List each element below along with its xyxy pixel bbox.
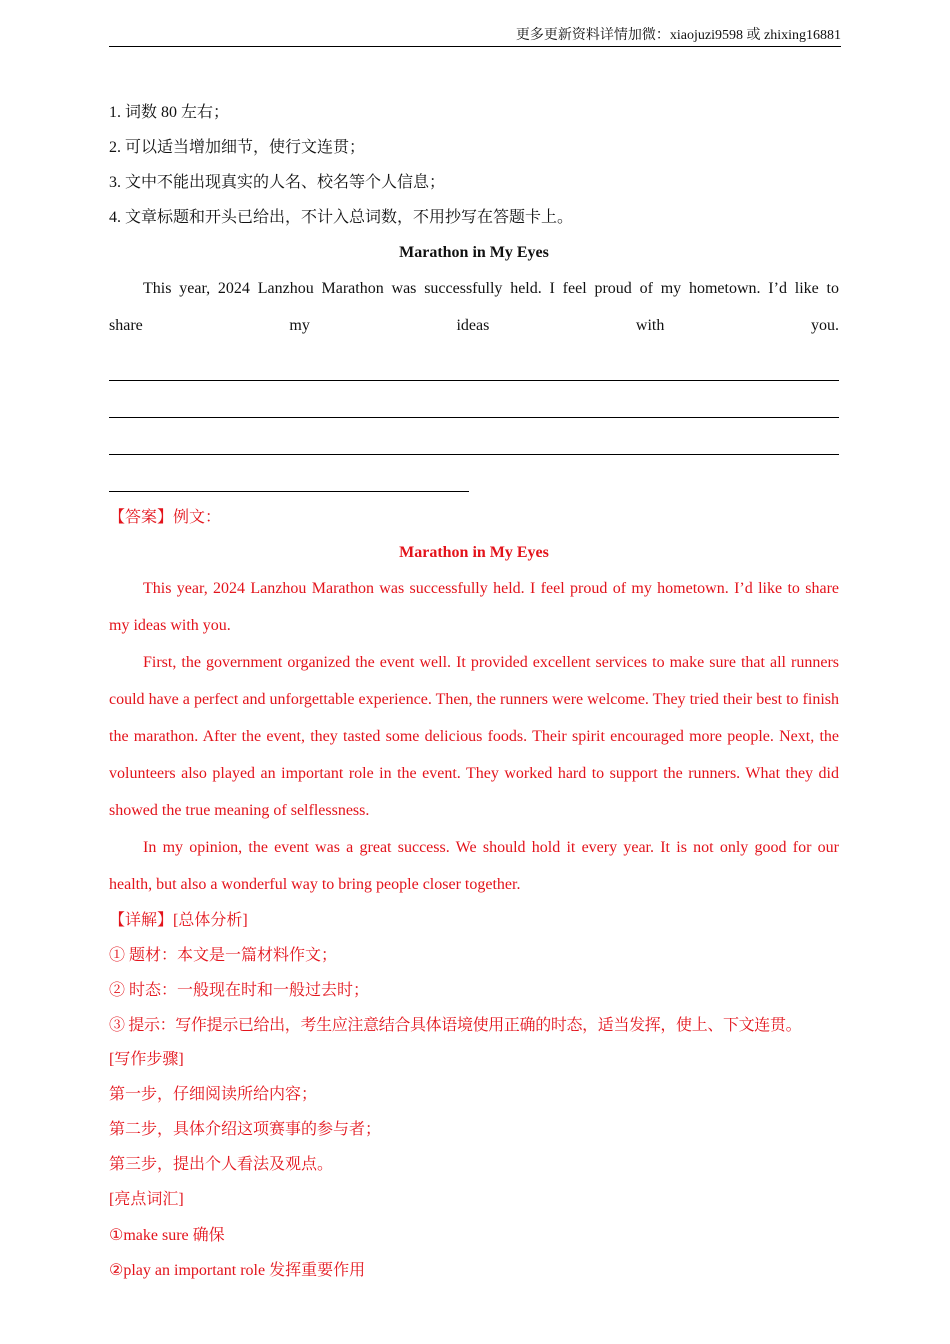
analysis-point: ② 时态：一般现在时和一般过去时； — [109, 982, 370, 999]
steps-label: [写作步骤] — [109, 1051, 184, 1068]
answer-blank-line — [109, 418, 839, 455]
answer-paragraph: First, the government organized the event well. It provided excellent services to make sure that all runners could have a perfect and unforgettable experience. Then, the runners were welcome. They tried their best to finish the marathon. After the event, they tasted some delicious foods. Their spirit encouraged more people. Next, the volunteers also played an important role in the event. They worked hard to support the runners. What they did showed the true meaning of selflessness. — [109, 654, 839, 819]
answer-paragraph: In my opinion, the event was a great success. We should hold it every year. It is not only good for our health, but also a wonderful way to bring people closer together. — [109, 839, 839, 893]
answer-title: Marathon in My Eyes — [399, 544, 549, 561]
prompt-opening: This year, 2024 Lanzhou Marathon was successfully held. I feel proud of my hometown. I’d like to — [143, 280, 839, 297]
opening-word: share — [109, 317, 143, 334]
analysis-label: 【详解】[总体分析] — [109, 912, 248, 929]
document-body — [109, 95, 839, 1288]
opening-word: with — [635, 317, 665, 334]
analysis-point: ① 题材：本文是一篇材料作文； — [109, 947, 338, 964]
vocab-item: ②play an important role 发挥重要作用 — [109, 1262, 366, 1279]
opening-word: my — [289, 317, 310, 334]
requirement-item: 2. 可以适当增加细节，使行文连贯； — [109, 139, 366, 156]
answer-paragraph: This year, 2024 Lanzhou Marathon was successfully held. I feel proud of my hometown. I’d like to share my ideas with you. — [109, 580, 839, 634]
opening-word: ideas — [456, 317, 490, 334]
opening-word: you. — [810, 317, 839, 334]
requirement-item: 1. 词数 80 左右； — [109, 104, 230, 121]
answer-blank-line — [109, 455, 469, 492]
step-item: 第三步，提出个人看法及观点。 — [109, 1156, 334, 1173]
page-header: 更多更新资料详情加微：xiaojuzi9598 或 zhixing16881 — [109, 26, 841, 47]
requirement-item: 4. 文章标题和开头已给出，不计入总词数，不用抄写在答题卡上。 — [109, 209, 574, 226]
prompt-title: Marathon in My Eyes — [399, 244, 549, 261]
answer-blank-line — [109, 381, 839, 418]
answer-blank-line — [109, 344, 839, 381]
prompt-opening-continued — [109, 307, 839, 344]
answer-label: 【答案】例文： — [109, 509, 222, 526]
step-item: 第二步，具体介绍这项赛事的参与者； — [109, 1121, 382, 1138]
step-item: 第一步，仔细阅读所给内容； — [109, 1086, 318, 1103]
requirement-item: 3. 文中不能出现真实的人名、校名等个人信息； — [109, 174, 446, 191]
vocab-label: [亮点词汇] — [109, 1191, 184, 1208]
vocab-item: ①make sure 确保 — [109, 1227, 225, 1244]
analysis-point: ③ 提示：写作提示已给出，考生应注意结合具体语境使用正确的时态，适当发挥，使上、下文连贯。 — [109, 1017, 802, 1034]
